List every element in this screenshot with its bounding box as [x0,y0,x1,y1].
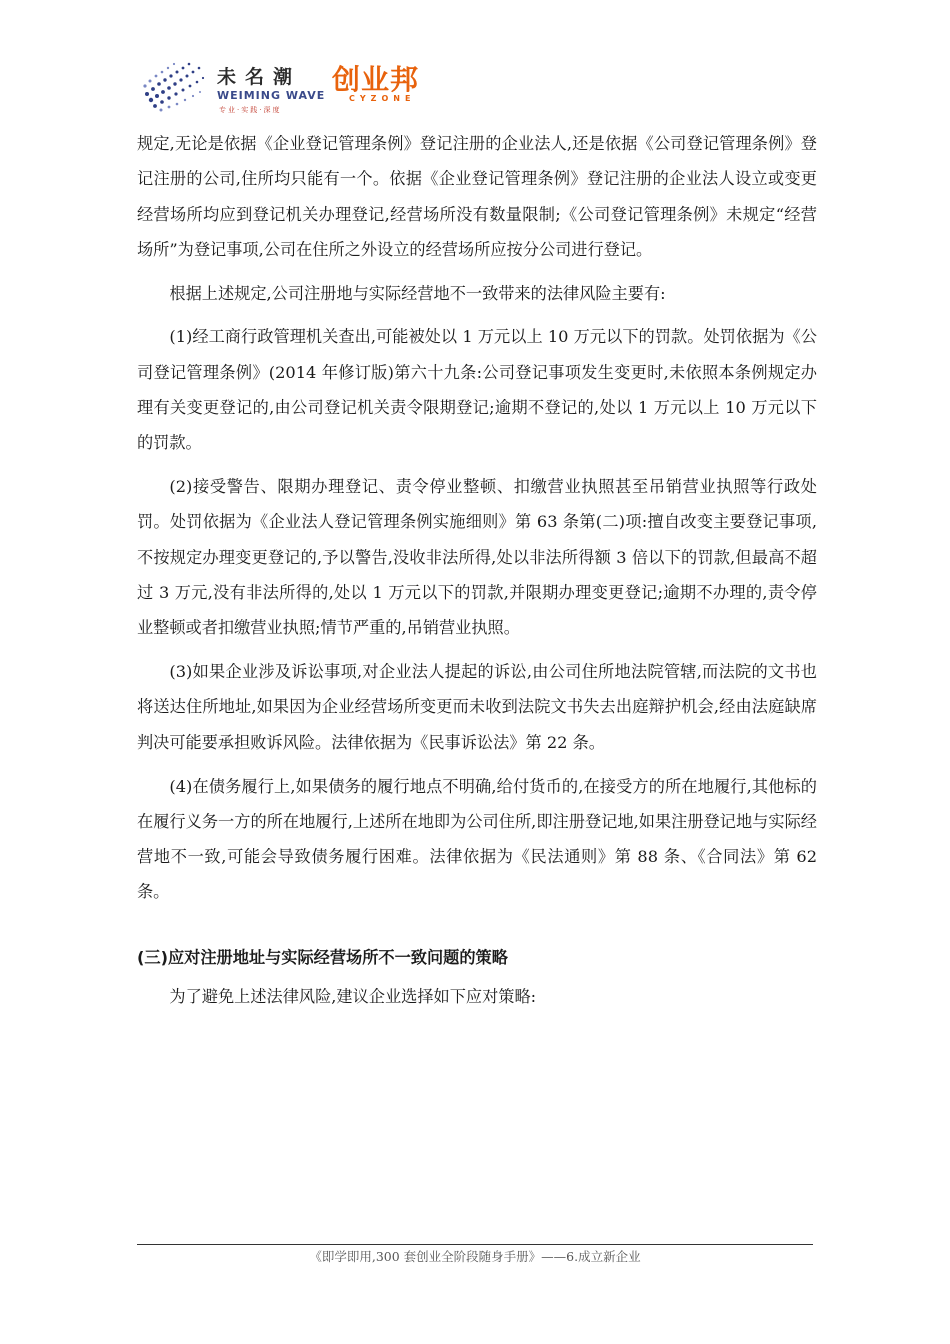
paragraph: 根据上述规定,公司注册地与实际经营地不一致带来的法律风险主要有: [169,283,666,303]
document-body [137,126,817,1023]
page-header [137,48,837,118]
paragraph: 规定,无论是依据《企业登记管理条例》登记注册的企业法人,还是依据《公司登记管理条例》登记注册的公司,住所均只能有一个。依据《企业登记管理条例》登记注册的企业法人设立或变更经营场所均应到登记机关办理登记,经营场所没有数量限制;《公司登记管理条例》未规定“经营场所”为登记事项,公司在住所之外设立的经营场所应按分公司进行登记。 [137,134,817,259]
footer-divider [137,1244,813,1245]
paragraph: (3)如果企业涉及诉讼事项,对企业法人提起的诉讼,由公司住所地法院管辖,而法院的文书也将送达住所地址,如果因为企业经营场所变更而未收到法院文书失去出庭辩护机会,经由法庭缺席判决可能要承担败诉风险。法律依据为《民事诉讼法》第 22 条。 [137,662,817,752]
section-heading: (三)应对注册地址与实际经营场所不一致问题的策略 [137,947,508,967]
weiming-wave-logo-icon [137,54,209,114]
paragraph: (4)在债务履行上,如果债务的履行地点不明确,给付货币的,在接受方的所在地履行,其他标的在履行义务一方的所在地履行,上述所在地即为公司住所,即注册登记地,如果注册登记地与实际经营地不一致,可能会导致债务履行困难。法律依据为《民法通则》第 88 条、《合同法》第 62 条。 [137,776,817,902]
paragraph: (1)经工商行政管理机关查出,可能被处以 1 万元以上 10 万元以下的罚款。处罚依据为《公司登记管理条例》(2014 年修订版)第六十九条:公司登记事项发生变更时,未依照本条例规定办理有关变更登记的,由公司登记机关责令限期登记;逾期不登记的,处以 1 万元以上 10 万元以下的罚款。 [137,327,817,453]
logo-english-name: WEIMING WAVE [217,89,326,102]
cyzone-brand-sub: CYZONE [349,94,416,103]
cyzone-brand-name: 创业邦 [332,63,420,96]
paragraph: (2)接受警告、限期办理登记、责令停业整顿、扣缴营业执照甚至吊销营业执照等行政处罚。处罚依据为《企业法人登记管理条例实施细则》第 63 条第(二)项:擅自改变主要登记事项,不按规定办理变更登记的,予以警告,没收非法所得,处以非法所得额 3 倍以下的罚款,但最高不超过 3 万元,没有非法所得的,处以 1 万元以下的罚款,并限期办理变更登记;逾期不办理的,责令停业整顿或者扣缴营业执照;情节严重的,吊销营业执照。 [137,477,817,638]
logo-chinese-name: 未名潮 [217,66,302,88]
paragraph: 为了避免上述法律风险,建议企业选择如下应对策略: [169,987,537,1007]
logo-tagline: 专业·实践·深度 [219,106,282,114]
page-footer: 《即学即用,300 套创业全阶段随身手册》——6.成立新企业 [309,1249,641,1264]
